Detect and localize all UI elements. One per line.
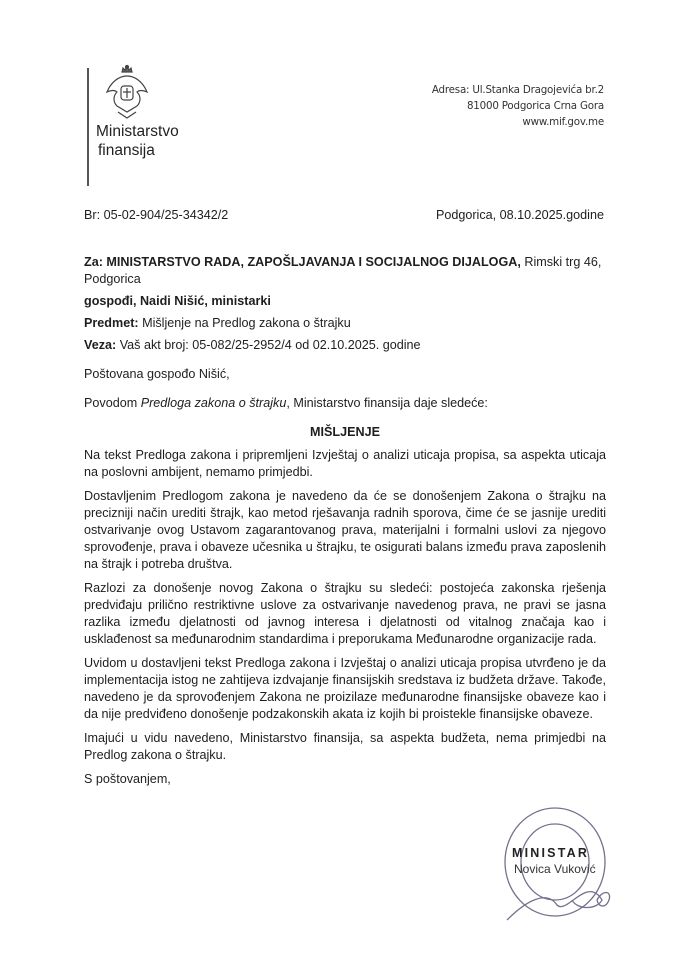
signatory-title: MINISTAR [512,846,590,860]
paragraph: Dostavljenim Predlogom zakona je navedeno da će se donošenjem Zakona o štrajku na precizniji način urediti štrajk, kao metod rješavanja radnih sporova, čime će se jasnije urediti ostvarivanje ovog Ustavom zagarantovanog prava, materijalni i formalni uslovi za njegovo sprovođenje, prava i obaveze učesnika u štrajku, te osigurati balans između prava zaposlenih na štrajk i potreba društva. [84,489,606,571]
reference-number: Br: 05-02-904/25-34342/2 [84,208,229,222]
recipient-org [84,254,606,288]
ministry-line-1: Ministarstvo [96,123,179,140]
related-label: Veza: [84,338,117,352]
coat-of-arms-logo [104,64,150,120]
recipient-person: gospođi, Naidi Nišić, ministarki [84,294,271,308]
opinion-heading: MIŠLJENJE [310,425,380,439]
document-date: Podgorica, 08.10.2025.godine [435,208,604,222]
intro-after: , Ministarstvo finansija daje sledeće: [286,396,488,410]
paragraph: Razlozi za donošenje novog Zakona o štrajku su sledeći: postojeća zakonska rješenja predviđaju prilično restriktivne uslove za ostvarivanje navedenog prava, ne pravi se jasna razlika između djelatnosti od javnog interesa i djelatnosti od vitalnog značaja kao i usklađenost sa međunarodnim standardima i preporukama Međunarodne organizacije rada. [84,581,606,646]
ministry-name [96,122,179,160]
paragraph: Imajući u vidu navedeno, Ministarstvo finansija, sa aspekta budžeta, nema primjedbi na Predlog zakona o štrajku. [84,731,606,762]
ministry-line-2: finansija [98,142,155,159]
paragraph: Uvidom u dostavljeni tekst Predloga zakona i Izvještaj o analizi uticaja propisa utvrđeno je da implementacija istog ne zahtijeva izdvajanje finansijskih sredstava iz budžeta države. Takođe, navedeno je da sprovođenjem Zakona ne proizilaze međunarodne finansijske obaveze kao i da nije predviđeno donošenje podzakonskih akata iz kojih bi proistekle finansijske obaveze. [84,656,606,721]
address-street: Adresa: Ul.Stanka Dragojevića br.2 [431,84,604,96]
za-label: Za: [84,255,103,269]
letter-body [84,366,606,795]
related-act [84,337,606,354]
paragraph: Na tekst Predloga zakona i pripremljeni Izvještaj o analizi uticaja propisa, sa aspekta uticaja na poslovni ambijent, nemamo primjedbi. [84,448,606,479]
intro-italic: Predloga zakona o štrajku [140,396,287,410]
subject [84,315,606,332]
greeting: Poštovana gospođo Nišić, [84,367,230,381]
related-text: Vaš akt broj: 05-082/25-2952/4 od 02.10.2025. godine [116,338,421,352]
intro-before: Povodom [84,396,141,410]
address-website: www.mif.gov.me [522,116,604,128]
ministry-address [432,82,604,130]
za-address: Rimski trg 46, Podgorica [84,255,602,286]
recipient-block [84,254,606,361]
subject-text: Mišljenje na Predlog zakona o štrajku [138,316,351,330]
subject-label: Predmet: [84,316,139,330]
header-divider [87,68,89,186]
intro [84,395,606,412]
closing: S poštovanjem, [84,772,171,786]
signatory-name: Novica Vuković [514,862,596,876]
za-org: MINISTARSTVO RADA, ZAPOŠLJAVANJA I SOCIJALNOG DIJALOGA, [106,255,521,269]
address-city: 81000 Podgorica Crna Gora [466,100,604,112]
